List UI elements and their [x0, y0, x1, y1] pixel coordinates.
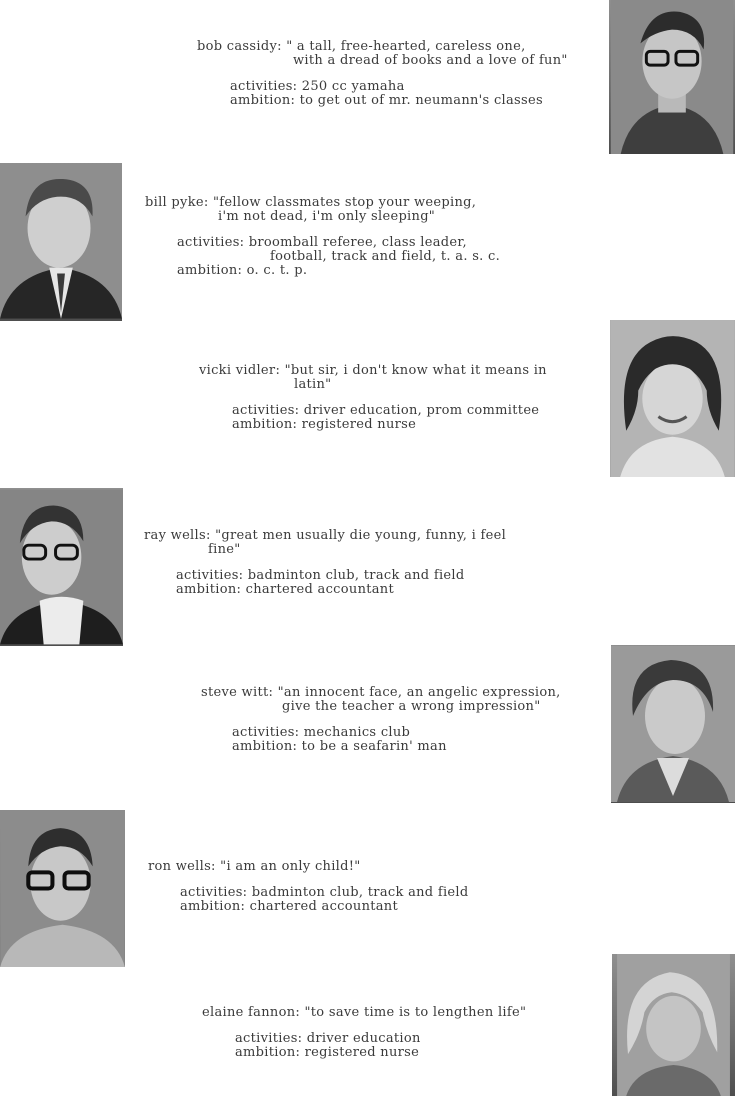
activities-value: driver education — [306, 1031, 421, 1046]
quote-line: "an innocent face, an angelic expression, — [277, 685, 561, 700]
ambition-label: ambition: — [177, 263, 243, 278]
activities-label: activities: — [232, 725, 300, 740]
portrait-elaine-fannon — [612, 954, 735, 1096]
ambition-label: ambition: — [176, 582, 242, 597]
entry-ray-wells — [144, 529, 506, 597]
portrait-bob-cassidy — [609, 0, 735, 154]
portrait-steve-witt — [611, 645, 735, 803]
activities-value: 250 cc yamaha — [301, 79, 405, 94]
entry-steve-witt — [201, 686, 561, 754]
portrait-ron-wells — [0, 810, 125, 967]
portrait-bill-pyke — [0, 163, 122, 321]
activities-value: football, track and field, t. a. s. c. — [270, 249, 501, 264]
quote-line: give the teacher a wrong impression" — [282, 699, 541, 714]
ambition-value: o. c. t. p. — [246, 263, 308, 278]
ambition-label: ambition: — [230, 93, 296, 108]
ambition-label: ambition: — [232, 417, 298, 432]
entry-bill-pyke — [145, 196, 500, 278]
quote-line: "fellow classmates stop your weeping, — [212, 195, 477, 210]
entry-vicki-vidler — [199, 364, 547, 432]
quote-line: "i am an only child!" — [220, 859, 361, 874]
quote-line: " a tall, free-hearted, careless one, — [286, 39, 526, 54]
quote-line: "to save time is to lengthen life" — [304, 1005, 527, 1020]
student-name: ray wells: — [144, 528, 211, 543]
student-name: steve witt: — [201, 685, 274, 700]
activities-label: activities: — [177, 235, 245, 250]
quote-line: fine" — [208, 542, 241, 557]
portrait-vicki-vidler — [610, 320, 735, 477]
activities-value: driver education, prom committee — [303, 403, 540, 418]
ambition-value: to get out of mr. neumann's classes — [299, 93, 543, 108]
quote-line: latin" — [294, 377, 332, 392]
activities-label: activities: — [176, 568, 244, 583]
quote-line: with a dread of books and a love of fun" — [293, 53, 568, 68]
student-name: elaine fannon: — [202, 1005, 301, 1020]
ambition-value: chartered accountant — [249, 899, 399, 914]
ambition-value: registered nurse — [301, 417, 417, 432]
entry-elaine-fannon — [202, 1006, 526, 1060]
portrait-ray-wells — [0, 488, 123, 646]
student-name: vicki vidler: — [199, 363, 281, 378]
student-name: bob cassidy: — [197, 39, 282, 54]
student-name: ron wells: — [148, 859, 216, 874]
ambition-value: registered nurse — [304, 1045, 420, 1060]
activities-value: mechanics club — [303, 725, 411, 740]
activities-value: broomball referee, class leader, — [248, 235, 467, 250]
student-name: bill pyke: — [145, 195, 209, 210]
ambition-label: ambition: — [180, 899, 246, 914]
quote-line: "but sir, i don't know what it means in — [284, 363, 547, 378]
quote-line: i'm not dead, i'm only sleeping" — [218, 209, 436, 224]
ambition-label: ambition: — [232, 739, 298, 754]
quote-line: "great men usually die young, funny, i feel — [215, 528, 507, 543]
activities-label: activities: — [235, 1031, 303, 1046]
activities-label: activities: — [232, 403, 300, 418]
activities-value: badminton club, track and field — [247, 568, 465, 583]
ambition-value: chartered accountant — [245, 582, 395, 597]
activities-label: activities: — [180, 885, 248, 900]
entry-ron-wells — [148, 860, 468, 914]
ambition-label: ambition: — [235, 1045, 301, 1060]
ambition-value: to be a seafarin' man — [301, 739, 447, 754]
activities-label: activities: — [230, 79, 298, 94]
activities-value: badminton club, track and field — [251, 885, 469, 900]
entry-bob-cassidy — [197, 40, 568, 108]
